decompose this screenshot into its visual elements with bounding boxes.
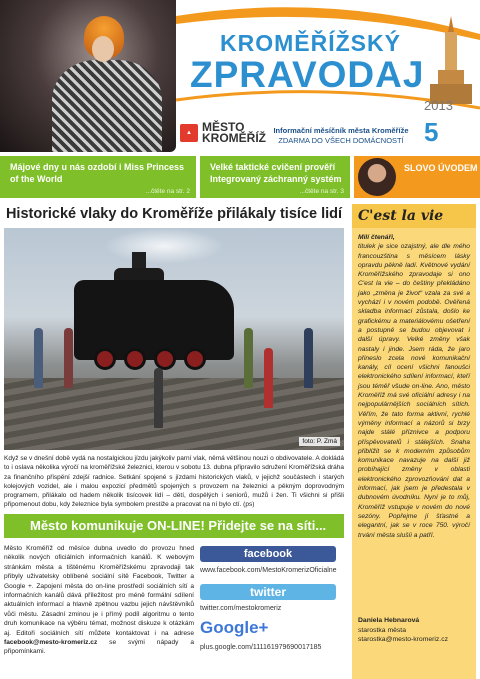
- sidebar-title: C'est la vie: [352, 204, 476, 228]
- online-text-post: se svými nápady a připomínkami.: [4, 639, 194, 656]
- signature-email[interactable]: starostka@mesto-kromeriz.cz: [358, 636, 448, 643]
- city-logo-text: [202, 122, 266, 144]
- logo-line2: KROMĚŘÍŽ: [202, 131, 266, 145]
- masthead: [176, 0, 480, 152]
- masthead-info: [271, 126, 411, 146]
- lead-body: Když se v dnešní době vydá na nostalgickou jízdu jakýkoliv parní vlak, němá většinou nouzi o obdivovatele. A dokládá to i oslava několika výročí na kroměřížské železnici, kterou v sobotu 13. dubna připravilo sdružení Kroměřížská dráha za finančního přispění zdejší radnice. Setkání spojené s jízdami historických vlaků, v jejichž součástech i starých kolejových vozidel, ale i malou expozicí předmětů spojených s provozem na železnici a pěkným doprovodným programem, přilákalo od hadem několik tisícovek lidí – dětí, dospělých i seniorů, mužů i žen. Ti všichni si přišli připomenout dobu, kdy železnice byla symbolem prestiže a pracovat na ní bylo ctí. (ps): [4, 455, 344, 509]
- masthead-title-line1: KROMĚŘÍŽSKÝ: [220, 30, 401, 56]
- city-logo-icon: ▲: [180, 124, 198, 142]
- teaser-text: SLOVO ÚVODEM: [404, 163, 478, 173]
- sidebar-body: titulek je sice ozajstný, ale dle mého francouzština s měsícem lásky opravdu pěkně ladí. Květnové vydání Kroměřížského zpravodaje si ono C'est la vie – do češtiny překládáno jako „změna je život“ vzala za své a vychází i v novém podobě. Ověřená skladba informací zůstala, došlo ke grafickému a materiálovému ošetření a postupně se budou objevovat i další úpravy. Velké změny však nastaly i jinde. Jsem ráda, že jaro přineslo zcela nové komunikační kanály, cíl ocení všichni fanoušci elektronického sdílení informací, kteří jsou téměř všude on-line. Ano, město Kroměříž má své oficiální adresy i na nejpopulárnějších sociálních sítích. Věřím, že tato forma aktivní, rychlé výměny informací a názorů si brzy najde stálé příznivce a podporu příspěvovatelů i stálejších. Snaha přiblížit se k moderním způsobům komunikace navazuje na další již probíhající změny v oblasti elektronického zprovozňování dat a informací, jak jsem je předestala v dubnovém úvodníku. Nyní je to můj, Kroměříž vstupuje v novém do nové sezóny. Popřejme jí šťastné a elegantní, jak se v roce 750. výročí trvání města slušíi a patří.: [358, 243, 470, 539]
- signature-role: starostka města: [358, 626, 406, 634]
- google-plus-logo[interactable]: [200, 618, 268, 638]
- sidebar-greeting: Milí čtenáři,: [358, 234, 395, 241]
- info-line1: Informační měsíčník města Kroměříže: [273, 126, 409, 135]
- online-section-bar: Město komunikuje ON-LINE! Přidejte se na síti...: [4, 514, 344, 538]
- teaser-miss-princess[interactable]: [0, 156, 196, 198]
- masthead-title-line2: ZPRAVODAJ: [190, 54, 425, 95]
- facebook-url[interactable]: www.facebook.com/MestoKromerizOficialne: [200, 567, 337, 574]
- signature-name: Daniela Hebnarová: [358, 617, 420, 624]
- online-body: [4, 544, 194, 657]
- online-email-link[interactable]: facebook@mesto-kromeriz.cz: [4, 639, 98, 647]
- lead-headline: Historické vlaky do Kroměříže přilákaly tisíce lidí: [5, 206, 343, 222]
- teaser-text: Velké taktické cvičení prověří Integrovaný záchranný systém: [210, 162, 342, 184]
- twitter-url[interactable]: twitter.com/mestokromeriz: [200, 605, 282, 612]
- info-line2: ZDARMA DO VŠECH DOMÁCNOSTÍ: [278, 136, 404, 145]
- teaser-text: Májové dny u nás ozdobí i Miss Princess of the World: [10, 162, 185, 184]
- facebook-button[interactable]: facebook: [200, 546, 336, 562]
- teaser-more[interactable]: ...čtěte na str. 3: [299, 188, 344, 195]
- online-text-pre: Město Kroměříž od měsíce dubna uvedlo do provozu hned několik nových oficiálních informačních kanálů. K webovým stránkám města a tištěnému Kroměřížskému zpravodaji tak přibyly uživatelsky oblíbené sociální sítě Facebook, Twitter a Google +. Zapojení města do on-line prostředí sociálních sítí a informačních kanálů dává příležitost pro méně formální sdílení aktuálních informací a hlavně zpětnou vazbu jejich návštěvníků vůči městu. Zásadní zmínou je i přímý podíl algoritmu o tento druh komunikace na výběru témat, možnost diskuze k otázkám aj. Editoři sociálních sítí můžete kontaktovat i na adrese: [4, 545, 194, 637]
- editorial-sidebar: [352, 204, 476, 679]
- photo-credit: foto: P. Zmá: [299, 437, 340, 446]
- google-plus-url[interactable]: plus.google.com/111161979690017185: [200, 644, 322, 651]
- issue-number: 5: [424, 117, 439, 147]
- castle-tower-icon: [428, 14, 474, 104]
- twitter-button[interactable]: twitter: [200, 584, 336, 600]
- avatar: [358, 158, 396, 196]
- teaser-editorial[interactable]: [354, 156, 480, 198]
- sidebar-text: [358, 233, 470, 540]
- signature: [358, 616, 448, 645]
- cover-photo: [0, 0, 176, 152]
- issue-year: 2013: [424, 98, 453, 113]
- logo-line1: MĚSTO: [202, 120, 245, 134]
- train-photo: [4, 228, 344, 450]
- google-plus-label: Google+: [200, 618, 269, 637]
- teaser-more[interactable]: ...čtěte na str. 2: [145, 188, 190, 195]
- teaser-rescue-exercise[interactable]: [200, 156, 350, 198]
